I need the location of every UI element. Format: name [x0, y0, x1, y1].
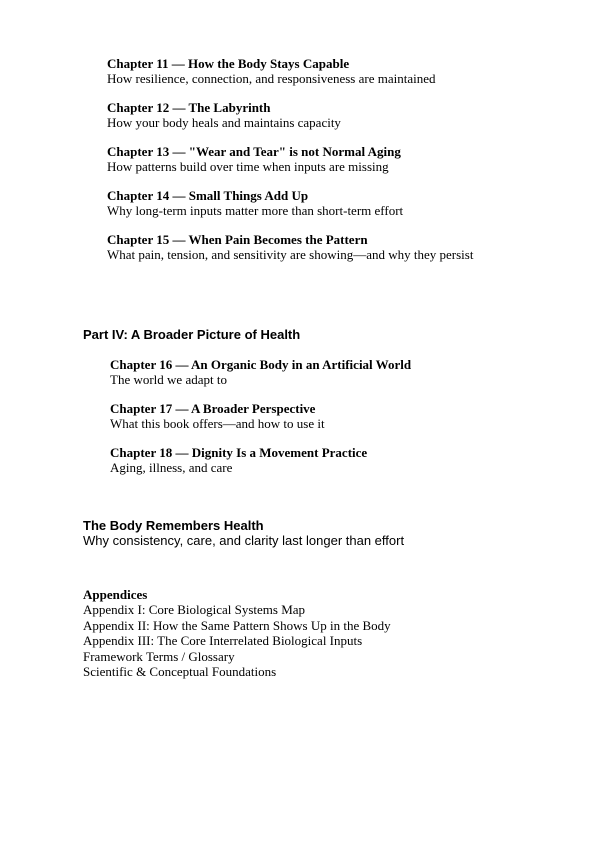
chapter-17-title: Chapter 17 — A Broader Perspective — [110, 401, 316, 416]
chapter-14-title: Chapter 14 — Small Things Add Up — [107, 188, 309, 203]
chapter-13-title: Chapter 13 — "Wear and Tear" is not Normal Aging — [107, 144, 401, 159]
appendices-heading: Appendices — [83, 587, 148, 602]
appendix-item: Framework Terms / Glossary — [83, 648, 235, 664]
chapter-15-title: Chapter 15 — When Pain Becomes the Pattern — [107, 232, 368, 247]
chapter-13-subtitle: How patterns build over time when inputs are missing — [107, 159, 389, 174]
chapter-15-subtitle: What pain, tension, and sensitivity are showing—and why they persist — [107, 247, 474, 262]
closing-subtitle: Why consistency, care, and clarity last longer than effort — [83, 533, 405, 548]
chapter-16-subtitle: The world we adapt to — [110, 372, 227, 387]
chapter-12-title: Chapter 12 — The Labyrinth — [107, 100, 271, 115]
chapter-16-title: Chapter 16 — An Organic Body in an Artificial World — [110, 357, 412, 372]
chapter-18-subtitle: Aging, illness, and care — [110, 460, 233, 475]
appendix-item: Appendix II: How the Same Pattern Shows Up in the Body — [83, 617, 391, 633]
appendix-item: Scientific & Conceptual Foundations — [83, 664, 277, 679]
chapter-14-subtitle: Why long-term inputs matter more than short-term effort — [107, 203, 404, 218]
chapter-11-title: Chapter 11 — How the Body Stays Capable — [107, 56, 350, 71]
chapter-18-title: Chapter 18 — Dignity Is a Movement Practice — [110, 445, 368, 460]
closing-heading: The Body Remembers Health — [83, 518, 264, 533]
appendix-item: Appendix III: The Core Interrelated Biological Inputs — [83, 633, 363, 648]
appendix-item: Appendix I: Core Biological Systems Map — [83, 602, 306, 617]
chapter-12-subtitle: How your body heals and maintains capacity — [107, 115, 341, 130]
chapter-17-subtitle: What this book offers—and how to use it — [110, 416, 325, 431]
chapter-11-subtitle: How resilience, connection, and responsiveness are maintained — [107, 71, 436, 86]
part-iv-heading: Part IV: A Broader Picture of Health — [83, 327, 301, 342]
